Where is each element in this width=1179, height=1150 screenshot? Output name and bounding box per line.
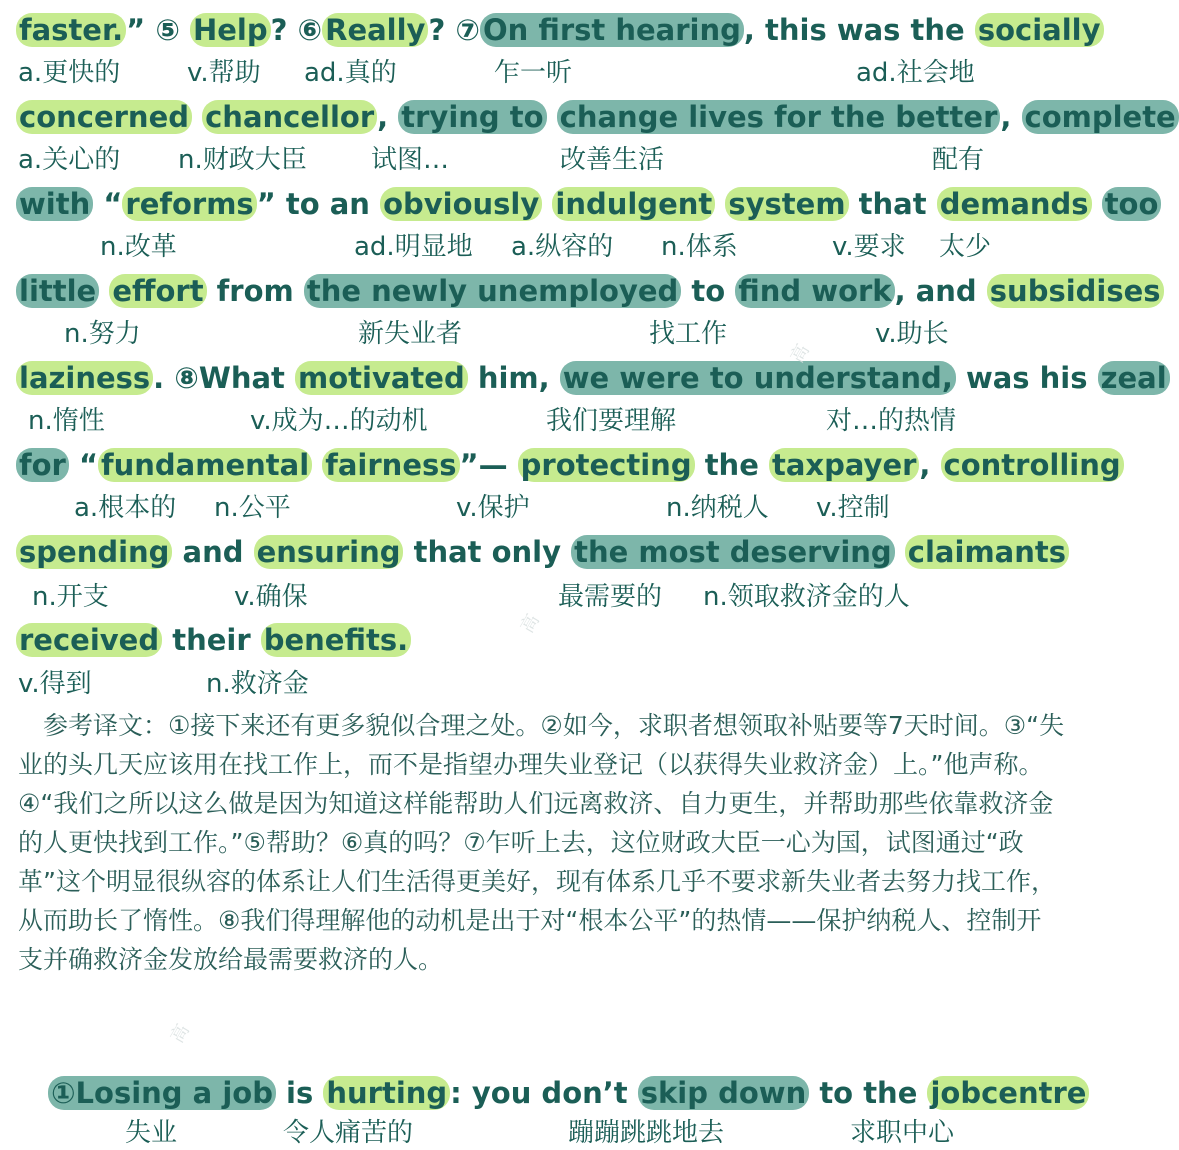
english-line xyxy=(16,620,411,660)
watermark: 高 xyxy=(786,340,814,367)
highlighted-phrase: for xyxy=(16,448,69,482)
highlighted-phrase: demands xyxy=(937,187,1092,221)
text-run xyxy=(542,187,552,221)
gloss-label: 改善生活 xyxy=(560,145,665,175)
highlighted-phrase: taxpayer xyxy=(769,448,919,482)
text-run xyxy=(1092,187,1102,221)
highlighted-phrase: jobcentre xyxy=(927,1076,1089,1110)
highlighted-phrase: chancellor xyxy=(202,100,377,134)
gloss-label: 蹦蹦跳跳地去 xyxy=(568,1118,725,1148)
gloss-label: n.努力 xyxy=(64,319,141,349)
text-run: and xyxy=(172,535,254,569)
gloss-label: v.要求 xyxy=(832,232,906,262)
gloss-label: a.纵容的 xyxy=(511,232,614,262)
gloss-label: 我们要理解 xyxy=(546,406,677,436)
gloss-label: v.得到 xyxy=(18,669,92,699)
text-run: ” ⑤ xyxy=(126,13,190,47)
highlighted-phrase: the most deserving xyxy=(571,535,895,569)
highlighted-phrase: On first hearing xyxy=(480,13,744,47)
gloss-label: v.成为…的动机 xyxy=(250,406,428,436)
text-run: , this was the xyxy=(743,13,975,47)
english-line xyxy=(16,10,1104,50)
translation-paragraph: 参考译文：①接下来还有更多貌似合理之处。②如今，求职者想领取补贴要等7天时间。③“失业的头几天应该用在找工作上，而不是指望办理失业登记（以获得失业救济金）上。”他声称。④“我们之所以这么做是因为知道这样能帮助人们远离救济、自力更生，并帮助那些依靠救济金的人更快找到工作。”⑤帮助？⑥真的吗？⑦乍听上去，这位财政大臣一心为国，试图通过“政革”这个明显很纵容的体系让人们生活得更美好，现有体系几乎不要求新失业者去努力找工作，从而助长了惰性。⑧我们得理解他的动机是出于对“根本公平”的热情——保护纳税人、控制开支并确救济金发放给最需要救济的人。 xyxy=(18,711,1065,974)
text-run: is xyxy=(275,1076,324,1110)
highlighted-phrase: benefits. xyxy=(261,623,411,657)
gloss-label: a.关心的 xyxy=(18,145,121,175)
highlighted-phrase: system xyxy=(725,187,848,221)
english-line xyxy=(16,532,1069,572)
text-run: , and xyxy=(894,274,987,308)
gloss-label: n.开支 xyxy=(32,582,109,612)
text-run: , xyxy=(1000,100,1022,134)
text-run: : you don’t xyxy=(450,1076,638,1110)
gloss-label: a.根本的 xyxy=(74,493,177,523)
gloss-label: 配有 xyxy=(932,145,985,175)
gloss-label: 对…的热情 xyxy=(826,406,957,436)
gloss-label: n.公平 xyxy=(214,493,291,523)
highlighted-phrase: zeal xyxy=(1098,361,1170,395)
english-line xyxy=(16,97,1179,137)
highlighted-phrase: received xyxy=(16,623,162,657)
gloss-label: 太少 xyxy=(939,232,992,262)
gloss-label: 失业 xyxy=(125,1118,178,1148)
reference-translation xyxy=(18,706,1066,979)
gloss-label: 最需要的 xyxy=(558,582,663,612)
highlighted-phrase: subsidises xyxy=(987,274,1164,308)
highlighted-phrase: find work xyxy=(735,274,894,308)
highlighted-phrase: fairness xyxy=(322,448,459,482)
highlighted-phrase: ensuring xyxy=(254,535,404,569)
text-run: ? ⑥ xyxy=(270,13,323,47)
gloss-label: ad.明显地 xyxy=(354,232,473,262)
gloss-label: 令人痛苦的 xyxy=(283,1118,414,1148)
highlighted-phrase: faster. xyxy=(16,13,126,47)
highlighted-phrase: little xyxy=(16,274,99,308)
text-run: him, xyxy=(467,361,560,395)
highlighted-phrase: obviously xyxy=(380,187,542,221)
highlighted-phrase: Help xyxy=(190,13,271,47)
watermark: 高 xyxy=(166,1020,194,1047)
text-run: was his xyxy=(955,361,1098,395)
highlighted-phrase: too xyxy=(1102,187,1162,221)
gloss-label: 乍一听 xyxy=(494,58,573,88)
text-run: to xyxy=(681,274,736,308)
gloss-label: n.救济金 xyxy=(206,669,309,699)
highlighted-phrase: socially xyxy=(975,13,1104,47)
text-run: ” to an xyxy=(256,187,381,221)
text-run: , xyxy=(377,100,399,134)
text-run: “ xyxy=(93,187,123,221)
highlighted-phrase: skip down xyxy=(638,1076,809,1110)
gloss-label: n.财政大臣 xyxy=(178,145,307,175)
english-line xyxy=(16,358,1170,398)
text-run: that xyxy=(848,187,937,221)
highlighted-phrase: change lives for the better xyxy=(557,100,1001,134)
text-run: . ⑧What xyxy=(153,361,295,395)
highlighted-phrase: protecting xyxy=(518,448,695,482)
english-line xyxy=(48,1073,1089,1113)
gloss-label: n.纳税人 xyxy=(666,493,769,523)
text-run: their xyxy=(162,623,261,657)
highlighted-phrase: laziness xyxy=(16,361,153,395)
gloss-label: n.惰性 xyxy=(28,406,105,436)
text-run xyxy=(895,535,905,569)
highlighted-phrase: ①Losing a job xyxy=(48,1076,276,1110)
highlighted-phrase: motivated xyxy=(295,361,468,395)
english-line xyxy=(16,271,1164,311)
highlighted-phrase: spending xyxy=(16,535,172,569)
gloss-label: v.确保 xyxy=(234,582,308,612)
highlighted-phrase: the newly unemployed xyxy=(304,274,681,308)
gloss-label: ad.社会地 xyxy=(856,58,975,88)
text-run xyxy=(99,274,109,308)
gloss-label: v.助长 xyxy=(875,319,949,349)
gloss-label: v.控制 xyxy=(816,493,890,523)
text-run: “ xyxy=(68,448,98,482)
text-run: , xyxy=(919,448,941,482)
gloss-label: 新失业者 xyxy=(358,319,463,349)
highlighted-phrase: fundamental xyxy=(98,448,312,482)
text-run xyxy=(192,100,202,134)
highlighted-phrase: Really xyxy=(322,13,428,47)
gloss-label: n.改革 xyxy=(100,232,177,262)
gloss-label: a.更快的 xyxy=(18,58,121,88)
gloss-label: n.体系 xyxy=(661,232,738,262)
gloss-label: v.保护 xyxy=(456,493,530,523)
gloss-label: 求职中心 xyxy=(850,1118,955,1148)
gloss-label: 找工作 xyxy=(649,319,728,349)
gloss-label: ad.真的 xyxy=(304,58,397,88)
text-run: from xyxy=(206,274,304,308)
highlighted-phrase: concerned xyxy=(16,100,192,134)
gloss-label: 试图… xyxy=(371,145,450,175)
text-run: ”— xyxy=(459,448,518,482)
highlighted-phrase: claimants xyxy=(905,535,1069,569)
english-line xyxy=(16,184,1161,224)
highlighted-phrase: controlling xyxy=(941,448,1124,482)
highlighted-phrase: hurting xyxy=(323,1076,450,1110)
text-run: that only xyxy=(403,535,572,569)
english-line xyxy=(16,445,1124,485)
text-run: ? ⑦ xyxy=(428,13,480,47)
gloss-label: n.领取救济金的人 xyxy=(703,582,910,612)
text-run: to the xyxy=(809,1076,928,1110)
highlighted-phrase: with xyxy=(16,187,93,221)
highlighted-phrase: trying to xyxy=(398,100,546,134)
gloss-label: v.帮助 xyxy=(187,58,261,88)
text-run xyxy=(715,187,725,221)
text-run xyxy=(547,100,557,134)
text-run: the xyxy=(694,448,769,482)
highlighted-phrase: effort xyxy=(109,274,206,308)
highlighted-phrase: we were to understand, xyxy=(560,361,956,395)
text-run xyxy=(312,448,322,482)
highlighted-phrase: indulgent xyxy=(552,187,715,221)
highlighted-phrase: complete xyxy=(1022,100,1179,134)
watermark: 高 xyxy=(516,610,544,637)
highlighted-phrase: reforms xyxy=(122,187,256,221)
